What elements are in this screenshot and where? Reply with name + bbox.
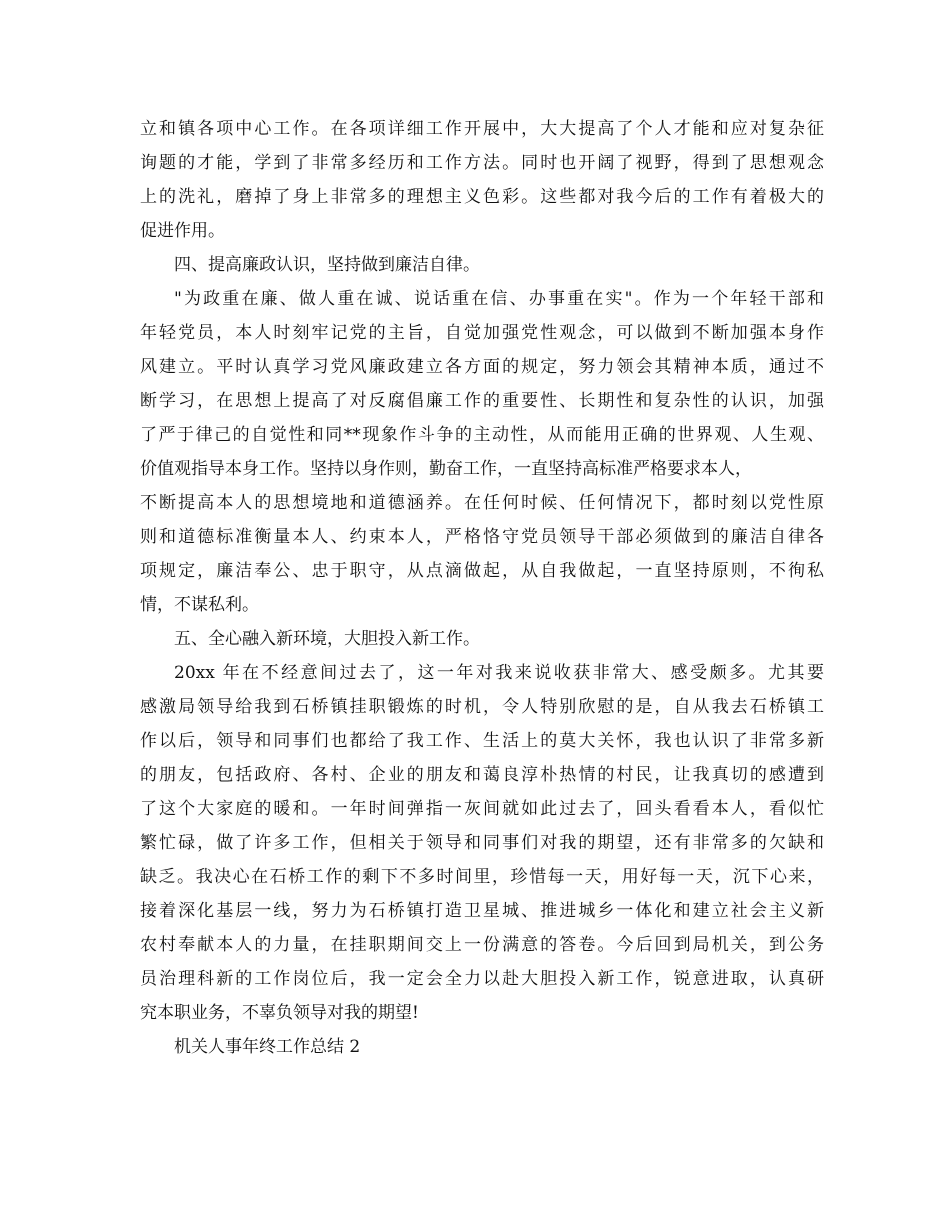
text-line: 不断提高本人的思想境地和道德涵养。在任何时候、任何情况下，都时刻以党性原	[140, 493, 824, 513]
text-line: 立和镇各项中心工作。在各项详细工作开展中，大大提高了个人才能和应对复杂征	[140, 119, 824, 139]
text-line: 则和道德标准衡量本人、约束本人，严格恪守党员领导干部必须做到的廉洁自律各	[140, 527, 824, 547]
text-line: 询题的才能，学到了非常多经历和工作方法。同时也开阔了视野，得到了思想观念	[140, 153, 824, 173]
text-line: 情，不谋私利。	[140, 595, 259, 615]
text-line: 接着深化基层一线，努力为石桥镇打造卫星城、推进城乡一体化和建立社会主义新	[140, 901, 824, 921]
text-line: 的朋友，包括政府、各村、企业的朋友和蔼良淳朴热情的村民，让我真切的感遭到	[140, 765, 824, 785]
text-line: 了严于律己的自觉性和同**现象作斗争的主动性，从而能用正确的世界观、人生观、	[140, 425, 824, 445]
text-line: 促进作用。	[140, 221, 225, 241]
section-heading: 五、全心融入新环境，大胆投入新工作。	[174, 629, 480, 649]
text-line: 感激局领导给我到石桥镇挂职锻炼的时机，令人特别欣慰的是，自从我去石桥镇工	[140, 697, 824, 717]
text-line: 缺乏。我决心在石桥工作的剩下不多时间里，珍惜每一天，用好每一天，沉下心来，	[140, 867, 824, 887]
text-line: 员治理科新的工作岗位后，我一定会全力以赴大胆投入新工作，锐意进取，认真研	[140, 969, 824, 989]
text-line: "为政重在廉、做人重在诚、说话重在信、办事重在实"。作为一个年轻干部和	[174, 289, 824, 309]
text-line: 20xx 年在不经意间过去了，这一年对我来说收获非常大、感受颇多。尤其要	[174, 663, 824, 683]
text-line: 究本职业务，不辜负领导对我的期望!	[140, 1003, 419, 1023]
text-line: 项规定，廉洁奉公、忠于职守，从点滴做起，从自我做起，一直坚持原则，不徇私	[140, 561, 824, 581]
text-line: 断学习，在思想上提高了对反腐倡廉工作的重要性、长期性和复杂性的认识，加强	[140, 391, 824, 411]
document-body	[140, 112, 824, 1064]
text-line: 年轻党员，本人时刻牢记党的主旨，自觉加强党性观念，可以做到不断加强本身作	[140, 323, 824, 343]
text-line: 上的洗礼，磨掉了身上非常多的理想主义色彩。这些都对我今后的工作有着极大的	[140, 187, 824, 207]
text-line: 了这个大家庭的暖和。一年时间弹指一灰间就如此过去了，回头看看本人，看似忙	[140, 799, 824, 819]
text-line: 价值观指导本身工作。坚持以身作则，勤奋工作，一直坚持高标准严格要求本人，	[140, 459, 752, 479]
section-heading: 四、提高廉政认识，坚持做到廉洁自律。	[174, 255, 480, 275]
text-line: 繁忙碌，做了许多工作，但相关于领导和同事们对我的期望，还有非常多的欠缺和	[140, 833, 824, 853]
text-line: 作以后，领导和同事们也都给了我工作、生活上的莫大关怀，我也认识了非常多新	[140, 731, 824, 751]
section-heading: 机关人事年终工作总结 2	[174, 1037, 361, 1057]
text-line: 风建立。平时认真学习党风廉政建立各方面的规定，努力领会其精神本质，通过不	[140, 357, 824, 377]
text-line: 农村奉献本人的力量，在挂职期间交上一份满意的答卷。今后回到局机关，到公务	[140, 935, 824, 955]
